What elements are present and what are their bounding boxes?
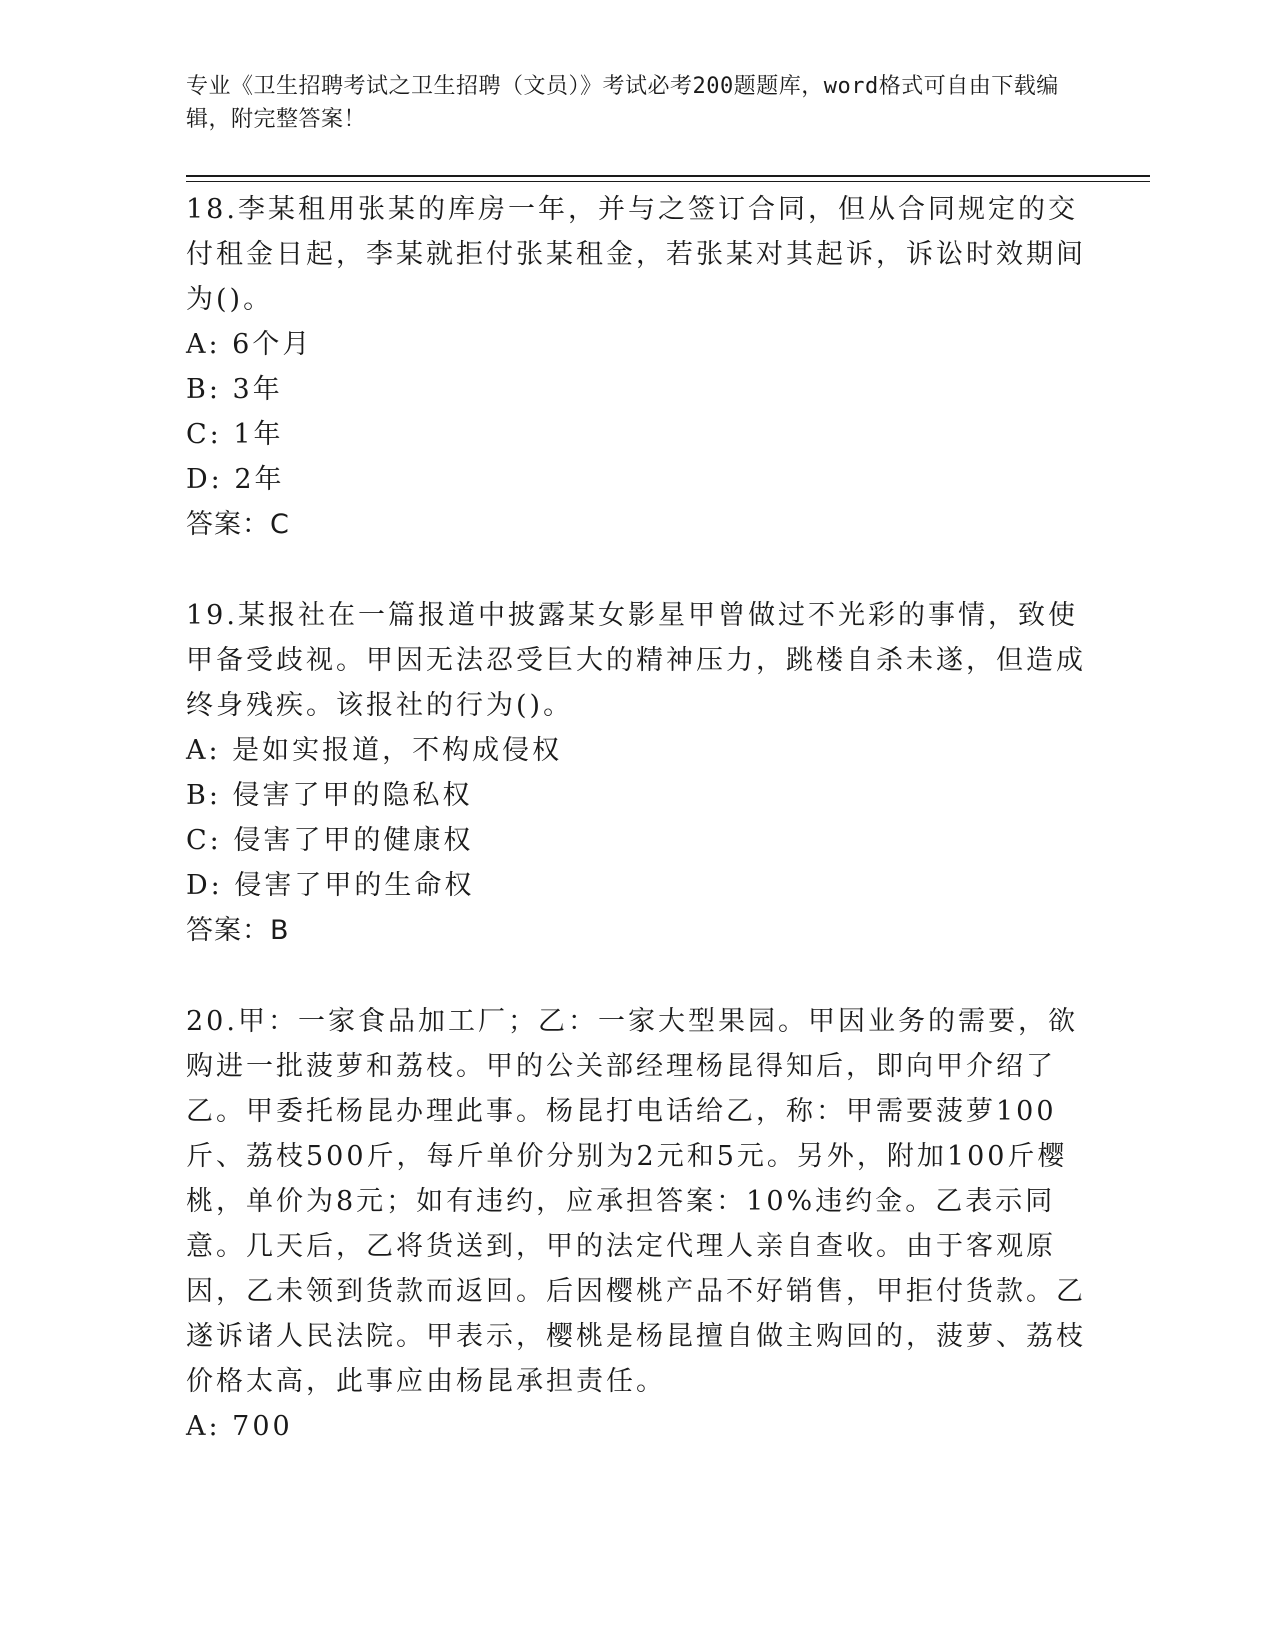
document-header: 专业《卫生招聘考试之卫生招聘（文员）》考试必考200题题库，word格式可自由下载编辑，附完整答案！ [186, 74, 1059, 132]
header-divider-thick [186, 175, 1150, 177]
question-stem: 18.李某租用张某的库房一年，并与之签订合同，但从合同规定的交付租金日起，李某就拒付张某租金，若张某对其起诉，诉讼时效期间为()。 [186, 194, 1086, 315]
question-19 [186, 593, 1086, 953]
option-a: A: 是如实报道，不构成侵权 [186, 735, 563, 766]
option-d: D: 侵害了甲的生命权 [186, 870, 475, 901]
answer-label: 答案：B [186, 915, 290, 946]
option-d: D: 2年 [186, 464, 285, 495]
question-20 [186, 999, 1086, 1449]
answer-label: 答案：C [186, 509, 290, 540]
header-divider-thin [186, 181, 1150, 182]
question-18 [186, 187, 1086, 547]
option-c: C: 1年 [186, 419, 284, 450]
option-c: C: 侵害了甲的健康权 [186, 825, 474, 856]
question-stem: 19.某报社在一篇报道中披露某女影星甲曾做过不光彩的事情，致使甲备受歧视。甲因无法忍受巨大的精神压力，跳楼自杀未遂，但造成终身残疾。该报社的行为()。 [186, 600, 1086, 721]
question-stem: 20.甲：一家食品加工厂；乙：一家大型果园。甲因业务的需要，欲购进一批菠萝和荔枝。甲的公关部经理杨昆得知后，即向甲介绍了乙。甲委托杨昆办理此事。杨昆打电话给乙，称：甲需要菠萝100斤、荔枝500斤，每斤单价分别为2元和5元。另外，附加100斤樱桃，单价为8元；如有违约，应承担答案：10%违约金。乙表示同意。几天后，乙将货送到，甲的法定代理人亲自查收。由于客观原因，乙未领到货款而返回。后因樱桃产品不好销售，甲拒付货款。乙遂诉诸人民法院。甲表示，樱桃是杨昆擅自做主购回的，菠萝、荔枝价格太高，此事应由杨昆承担责任。 [186, 1006, 1086, 1397]
option-b: B: 3年 [186, 374, 283, 405]
option-b: B: 侵害了甲的隐私权 [186, 780, 473, 811]
option-a: A: 6个月 [186, 329, 313, 360]
option-a: A: 700 [186, 1411, 293, 1442]
